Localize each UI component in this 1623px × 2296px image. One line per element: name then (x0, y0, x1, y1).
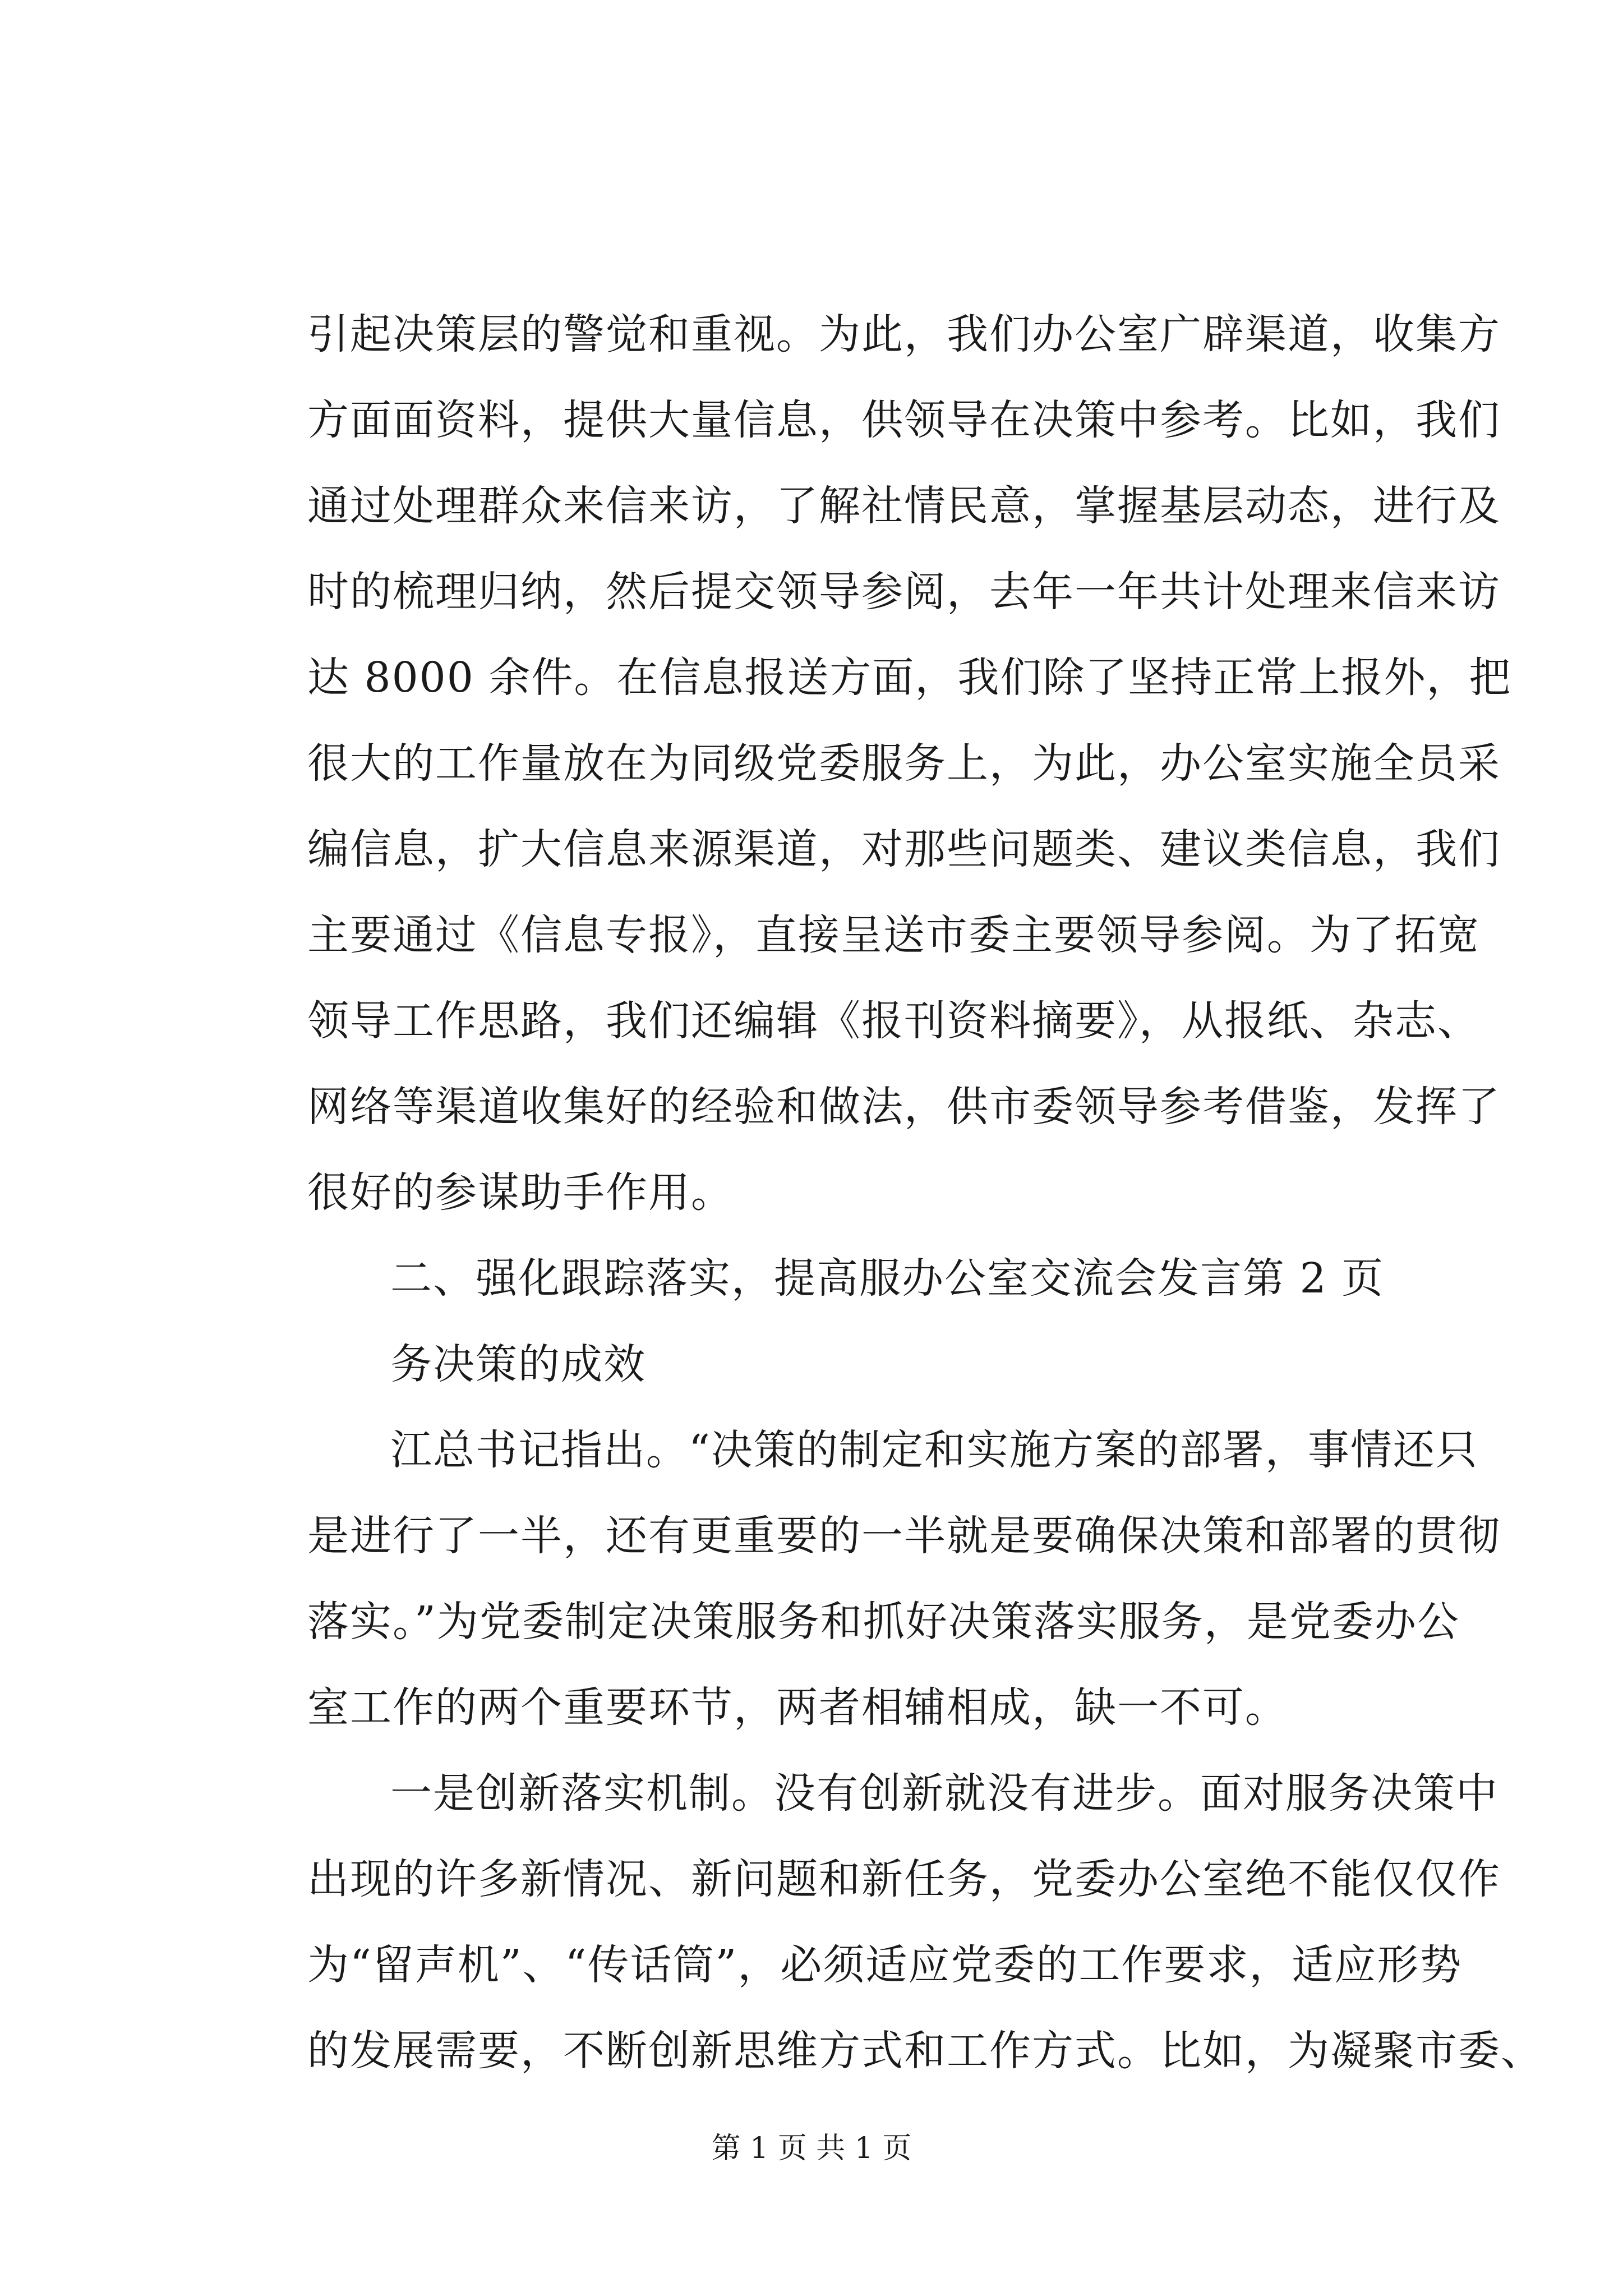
text-line: 落实。”为党委制定决策服务和抓好决策落实服务，是党委办公 (307, 1598, 1460, 1646)
text-line: 编信息，扩大信息来源渠道，对那些问题类、建议类信息，我们 (307, 825, 1501, 873)
text-line: 方面面资料，提供大量信息，供领导在决策中参考。比如，我们 (307, 396, 1501, 444)
paragraph-start-line: 一是创新落实机制。没有创新就没有进步。面对服务决策中 (390, 1769, 1498, 1818)
text-line: 领导工作思路，我们还编辑《报刊资料摘要》，从报纸、杂志、 (307, 997, 1480, 1045)
document-body (307, 292, 1543, 2094)
text-line: 为“留声机”、“传话筒”，必须适应党委的工作要求，适应形势 (307, 1941, 1463, 1989)
section-heading: 二、强化跟踪落实，提高服办公室交流会发言第 2 页 (390, 1254, 1385, 1303)
text-line: 引起决策层的警觉和重视。为此，我们办公室广辟渠道，收集方 (307, 310, 1501, 358)
text-line: 的发展需要，不断创新思维方式和工作方式。比如，为凝聚市委、 (307, 2027, 1543, 2075)
text-line: 很大的工作量放在为同级党委服务上，为此，办公室实施全员采 (307, 739, 1501, 788)
text-line: 主要通过《信息专报》，直接呈送市委主要领导参阅。为了拓宽 (307, 911, 1480, 959)
text-line: 网络等渠道收集好的经验和做法，供市委领导参考借鉴，发挥了 (307, 1083, 1501, 1131)
text-line: 很好的参谋助手作用。 (307, 1168, 734, 1217)
section-heading-continuation: 务决策的成效 (390, 1340, 646, 1388)
text-line: 时的梳理归纳，然后提交领导参阅，去年一年共计处理来信来访 (307, 568, 1501, 616)
page-footer: 第 1 页 共 1 页 (711, 2132, 912, 2165)
text-line: 是进行了一半，还有更重要的一半就是要确保决策和部署的贯彻 (307, 1512, 1501, 1560)
text-line: 达 8000 余件。在信息报送方面，我们除了坚持正常上报外，把 (307, 654, 1512, 702)
text-line: 通过处理群众来信来访，了解社情民意，掌握基层动态，进行及 (307, 482, 1501, 530)
text-line: 室工作的两个重要环节，两者相辅相成，缺一不可。 (307, 1683, 1288, 1732)
text-line: 出现的许多新情况、新问题和新任务，党委办公室绝不能仅仅作 (307, 1855, 1501, 1903)
paragraph-start-line: 江总书记指出。“决策的制定和实施方案的部署，事情还只 (390, 1426, 1478, 1474)
